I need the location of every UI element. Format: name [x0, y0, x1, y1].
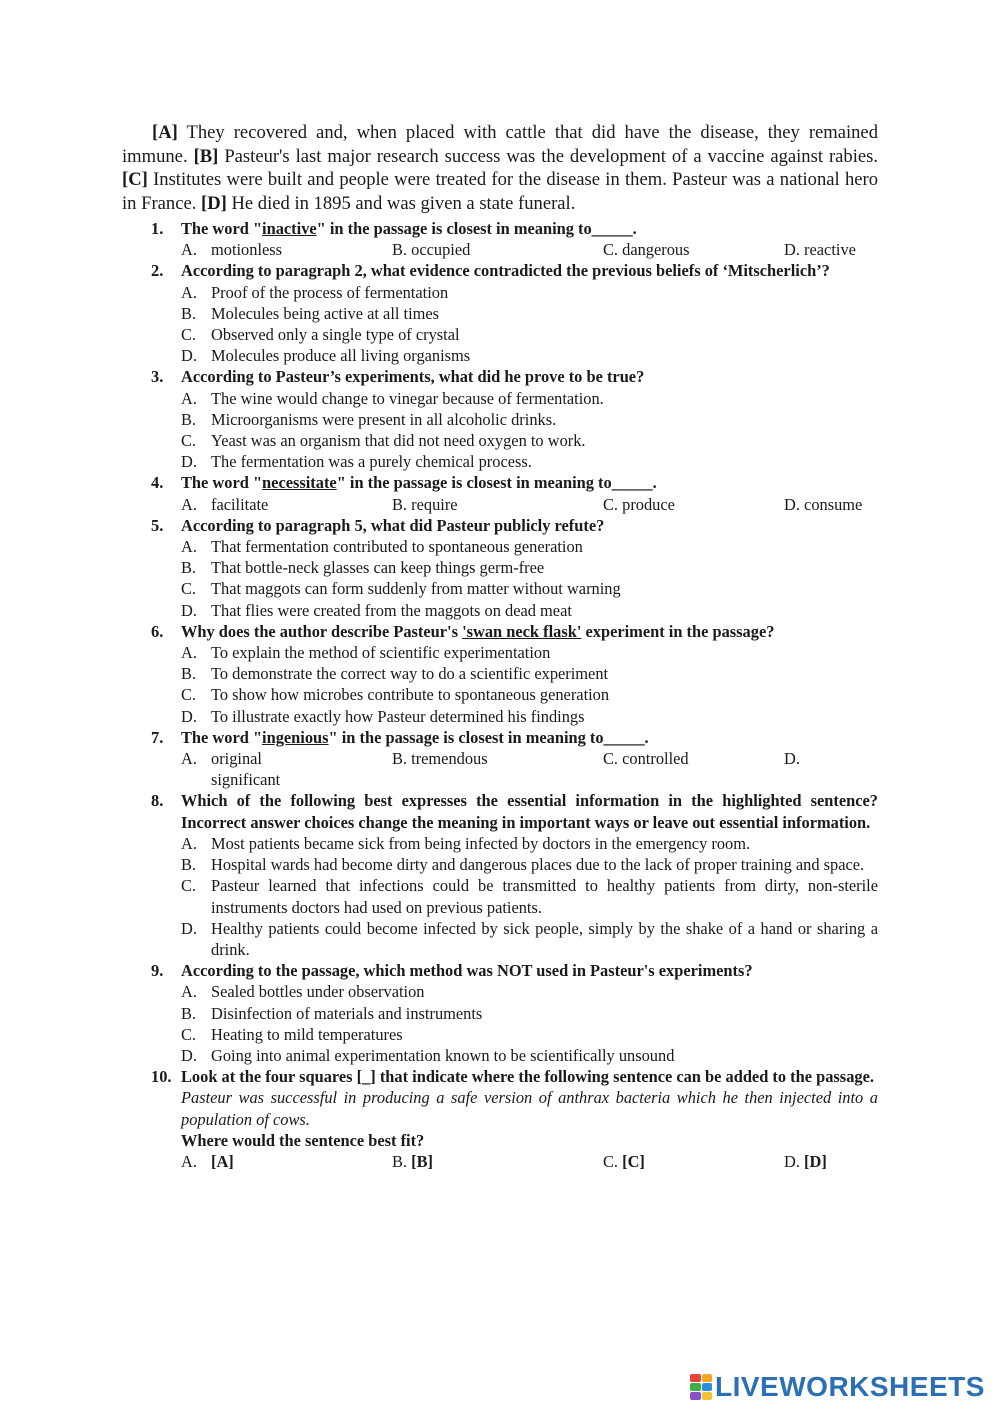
question-stem: Why does the author describe Pasteur's 'swan neck flask' experiment in the passage? [181, 621, 775, 641]
question-stem: Look at the four squares [_] that indicate where the following sentence can be added to the passage. [181, 1067, 874, 1087]
liveworksheets-logo[interactable] [690, 1372, 985, 1402]
question-stem: Which of the following best expresses the essential information in the highlighted sentence? Incorrect answer choices change the meaning in important ways or leave out essential information. [181, 791, 878, 832]
option-b[interactable]: B. That bottle-neck glasses can keep things germ-free [181, 558, 545, 578]
option-b[interactable]: B. [B] [392, 1151, 433, 1171]
marker-c: [C] [122, 169, 148, 191]
options-row [181, 239, 878, 260]
option-b[interactable]: B. Disinfection of materials and instruments [181, 1003, 483, 1023]
option-c[interactable]: C. controlled [603, 749, 689, 769]
option-b[interactable]: B. require [392, 494, 458, 514]
option-d-text: significant [211, 770, 281, 790]
sub-question: Where would the sentence best fit? [181, 1130, 425, 1150]
option-d[interactable]: D. The fermentation was a purely chemical process. [181, 452, 532, 472]
passage-seg-c: Institutes were built and people were treated for the disease in them. Pasteur was a national hero in France. [122, 169, 878, 214]
option-a[interactable]: A. To explain the method of scientific experimentation [181, 643, 551, 663]
option-c[interactable]: C. Observed only a single type of crystal [181, 325, 460, 345]
option-a[interactable]: A. motionless [181, 240, 283, 260]
option-c[interactable]: C. That maggots can form suddenly from matter without warning [181, 579, 621, 599]
option-c[interactable]: C. Heating to mild temperatures [181, 1024, 403, 1044]
question-8 [122, 790, 878, 960]
keyword: ingenious [262, 727, 329, 747]
question-stem: According to Pasteur’s experiments, what did he prove to be true? [181, 367, 645, 387]
option-d[interactable]: D. [D] [784, 1151, 827, 1171]
option-c[interactable]: C. Yeast was an organism that did not need oxygen to work. [181, 431, 586, 451]
question-1 [122, 218, 878, 260]
option-c[interactable]: C. [C] [603, 1151, 645, 1171]
marker-a: [A] [152, 122, 178, 143]
question-list [122, 218, 878, 1172]
question-number: 6. [151, 621, 164, 641]
option-d[interactable]: D. reactive [784, 240, 856, 260]
option-d[interactable]: D. Going into animal experimentation known to be scientifically unsound [181, 1045, 675, 1065]
marker-b: [B] [193, 145, 219, 167]
option-a[interactable]: A. Most patients became sick from being infected by doctors in the emergency room. [181, 833, 751, 853]
question-stem: According to the passage, which method was NOT used in Pasteur's experiments? [181, 961, 753, 981]
question-stem: According to paragraph 2, what evidence contradicted the previous beliefs of ‘Mitscherlich’? [181, 261, 830, 281]
question-number: 1. [151, 219, 164, 238]
question-number: 2. [151, 261, 164, 281]
question-number: 3. [151, 367, 164, 387]
option-d[interactable]: D. That flies were created from the maggots on dead meat [181, 600, 572, 620]
question-stem: The word "inactive" in the passage is closest in meaning to_____. [181, 219, 637, 238]
question-number: 10. [151, 1067, 172, 1087]
option-c[interactable]: C. produce [603, 494, 675, 514]
option-b[interactable]: B. Microorganisms were present in all alcoholic drinks. [181, 409, 557, 429]
options-row [181, 1151, 878, 1172]
option-d[interactable]: D. Healthy patients could become infected by sick people, simply by the shake of a hand or sharing a drink. [181, 918, 878, 959]
keyword: 'swan neck flask' [462, 621, 582, 641]
option-a[interactable]: A. facilitate [181, 494, 269, 514]
question-number: 8. [151, 791, 164, 811]
keyword: necessitate [262, 473, 337, 493]
option-c[interactable]: C. dangerous [603, 240, 690, 260]
question-number: 5. [151, 515, 164, 535]
option-d[interactable]: D. consume [784, 494, 863, 514]
passage-seg-a: They recovered and, when placed with cattle that did have the disease, they remained immune. [122, 122, 878, 167]
option-b[interactable]: B. To demonstrate the correct way to do a scientific experiment [181, 664, 609, 684]
reading-passage [122, 121, 878, 215]
question-6 [122, 621, 878, 727]
keyword: inactive [262, 219, 317, 238]
option-a[interactable]: A. Proof of the process of fermentation [181, 282, 449, 302]
question-stem: According to paragraph 5, what did Pasteur publicly refute? [181, 515, 605, 535]
option-c[interactable]: C. To show how microbes contribute to spontaneous generation [181, 685, 610, 705]
option-d[interactable]: D. To illustrate exactly how Pasteur determined his findings [181, 706, 585, 726]
question-10 [122, 1066, 878, 1172]
option-b[interactable]: B. Hospital wards had become dirty and dangerous places due to the lack of proper training and space. [181, 855, 865, 875]
option-b[interactable]: B. occupied [392, 240, 471, 260]
question-stem: The word "ingenious" in the passage is closest in meaning to_____. [181, 727, 649, 747]
question-5 [122, 515, 878, 621]
option-d[interactable]: D. [784, 749, 800, 769]
question-9 [122, 960, 878, 1066]
option-a[interactable]: A. Sealed bottles under observation [181, 982, 425, 1002]
question-7 [122, 727, 878, 791]
question-2 [122, 260, 878, 366]
passage-seg-d: He died in 1895 and was given a state funeral. [226, 192, 576, 214]
logo-text: LIVEWORKSHEETS [715, 1371, 985, 1402]
option-b[interactable]: B. tremendous [392, 749, 488, 769]
question-number: 9. [151, 961, 164, 981]
logo-mark-icon [690, 1374, 712, 1400]
option-b[interactable]: B. Molecules being active at all times [181, 303, 440, 323]
option-a[interactable]: A. original [181, 749, 262, 769]
passage-seg-b: Pasteur's last major research success was the development of a vaccine against rabies. [218, 145, 878, 167]
option-d[interactable]: D. Molecules produce all living organisms [181, 346, 471, 366]
option-c[interactable]: C. Pasteur learned that infections could be transmitted to healthy patients from dirty, non-sterile instruments doctors had used on previous patients. [181, 876, 878, 917]
option-a[interactable]: A. That fermentation contributed to spontaneous generation [181, 537, 583, 557]
question-3 [122, 366, 878, 472]
options-row [181, 494, 878, 515]
question-stem: The word "necessitate" in the passage is closest in meaning to_____. [181, 473, 657, 493]
question-4 [122, 472, 878, 514]
option-a[interactable]: A. [A] [181, 1151, 234, 1171]
option-a[interactable]: A. The wine would change to vinegar because of fermentation. [181, 388, 604, 408]
insert-sentence: Pasteur was successful in producing a safe version of anthrax bacteria which he then injected into a population of cows. [181, 1088, 878, 1129]
options-row [181, 748, 878, 769]
question-number: 7. [151, 727, 164, 747]
marker-d: [D] [201, 192, 227, 214]
question-number: 4. [151, 473, 164, 493]
